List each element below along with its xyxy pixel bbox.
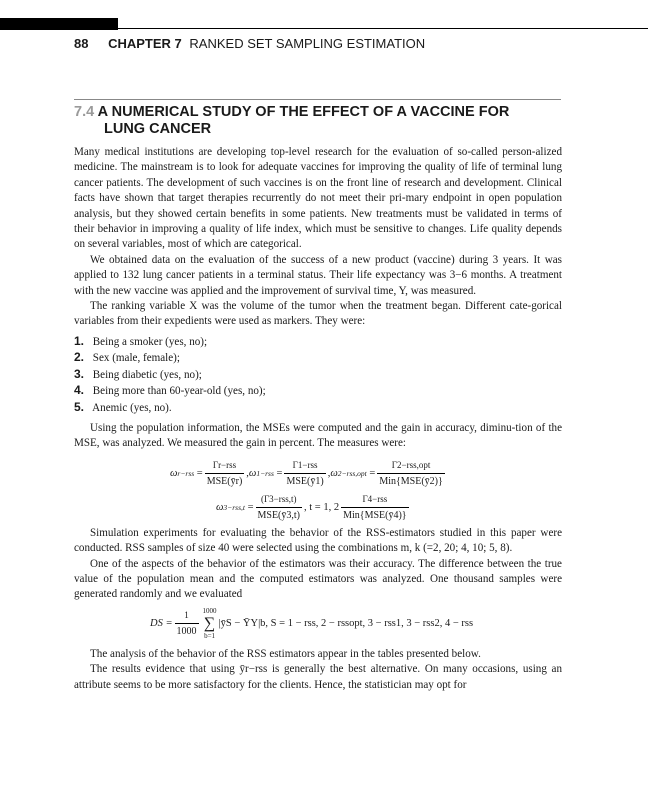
header-rule xyxy=(118,28,648,29)
section-number: 7.4 xyxy=(74,104,95,120)
paragraph: The ranking variable X was the volume of the tumor when the treatment began. Different cate-gorical variables from their expedients were used as markers. They were: xyxy=(74,300,562,328)
list-item: 1. Being a smoker (yes, no); xyxy=(74,333,208,348)
paragraph: The results evidence that using ȳr−rss is generally the best alternative. On many occasions, using an attribute seems to be more satisfactory for the clients. Hence, the statistician may opt for xyxy=(74,663,562,691)
paragraph: One of the aspects of the behavior of the estimators was their accuracy. The difference between the true value of the population mean and the computed estimators was analyzed. One thousand samples were generated randomly and we evaluated xyxy=(74,557,562,601)
paragraph: Many medical institutions are developing top-level research for the evaluation of so-called person-alized medicine. The mainstream is to look for adequate vaccines for improving the quality of life of terminal lung cancer patients. The development of such vaccines is on the front line of research and development. Clinical facts have shown that target therapies recurrently do not meet their pri-mary endpoint in open population analysis, but they showed certain benefits in some patients. New treatments must be validated in terms of their behavior in improving a quality of life index, which must be sensitive to changes. Life quality depends on several variables, most of which are categorical. xyxy=(74,146,562,251)
paragraph: We obtained data on the evaluation of the success of a new product (vaccine) during 3 years. It was applied to 132 lung cancer patients in a terminal status. Their life expectancy was 3−6 months. A treatment with the new vaccine was applied and the improvement of survival time, Y, was measured. xyxy=(74,253,562,297)
paragraph: The analysis of the behavior of the RSS estimators appear in the tables presented below. xyxy=(90,647,481,660)
list-item: 4. Being more than 60-year-old (yes, no); xyxy=(74,383,266,398)
chapter-label: CHAPTER 7 xyxy=(108,36,182,51)
list-item: 2. Sex (male, female); xyxy=(74,350,180,365)
header-bar xyxy=(0,18,118,30)
paragraph: Simulation experiments for evaluating the behavior of the RSS-estimators studied in this paper were conducted. RSS samples of size 40 were selected using the combinations m, k (=2, 20; 4, 10; 5, 8). xyxy=(74,526,562,555)
equation-omega-1: ω r−rss = $\frac{\text{Γr−rss}}{\text{MSE(ȳr)}}$ , ω 1−rss = $\frac{\text{Γ1−rss}}{\text{MSE(ȳ1)}}$ , ω 2−rss,opt = $\frac{\text{Γ2−rss,opt}}{\text{Min\{MSE(ȳ2)\}}}$ xyxy=(74,452,562,492)
running-head xyxy=(74,36,425,51)
section-title-line1: A NUMERICAL STUDY OF THE EFFECT OF A VACCINE FOR xyxy=(97,104,510,120)
list-item: 5. Anemic (yes, no). xyxy=(74,399,172,414)
chapter-title: RANKED SET SAMPLING ESTIMATION xyxy=(189,36,426,51)
marker-list xyxy=(74,334,562,416)
section-heading xyxy=(74,104,574,138)
list-item: 3. Being diabetic (yes, no); xyxy=(74,366,202,381)
paragraph: Using the population information, the MSEs were computed and the gain in accuracy, diminu-tion of the MSE, was analyzed. We measured the gain in percent. The measures were: xyxy=(74,421,562,450)
equation-omega-2: ω 3−rss,t = $\frac{\text{(Γ3−rss,t)}}{\text{MSE(ȳ3,t)}}$ , t = 1, 2 $\frac{\text{Γ4−rss}}{\text{Min\{MSE(ȳ4)\}}}$ xyxy=(74,492,562,526)
body-text xyxy=(74,145,562,693)
equation-ds: DS = $\frac{1}{1000}$ 1000 ∑ b=1 |ȳS − ȲY|b, S = 1 − rss, 2 − rssopt, 3 − rss1, 3 − rss2, 4 − rss xyxy=(150,606,474,640)
section-rule xyxy=(74,99,561,100)
section-title-line2: LUNG CANCER xyxy=(104,121,212,137)
page-number: 88 xyxy=(74,36,89,51)
